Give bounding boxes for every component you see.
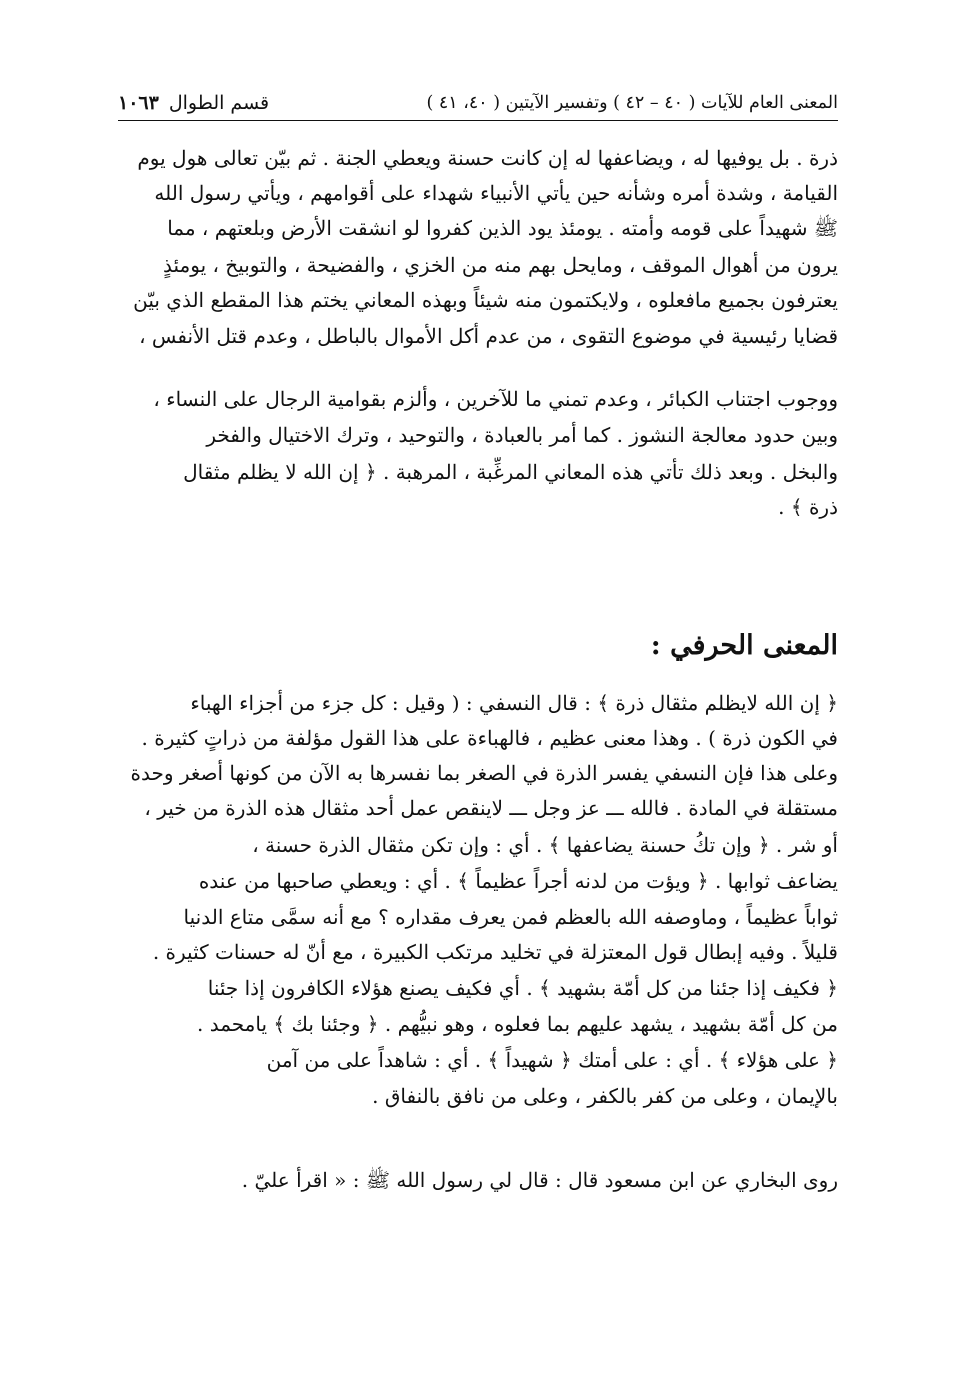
- para2-line: يضاعف ثوابها . ﴿ ويؤت من لدنه أجراً عظيماً ﴾ . أي : ويعطي صاحبها من عنده: [198, 869, 838, 893]
- para2-line: وعلى هذا فإن النسفي يفسر الذرة في الصغر بما نفسرها به الآن من كونها أصغر وحدة: [130, 761, 838, 785]
- para1-line: ﷺ شهيداً على قومه وأمته . يومئذ يود الذين كفروا لو انشقت الأرض وبلعتهم ، مما: [167, 216, 838, 240]
- para2-line: من كل أمّة بشهيد ، يشهد عليهم بما فعلوه ، وهو نبيُّهم . ﴿ وجئنا بك ﴾ يامحمد .: [196, 1012, 838, 1036]
- page-number: ١٠٦٣: [118, 92, 159, 114]
- para1-line: ذرة . بل يوفيها له ، ويضاعفها له إن كانت حسنة ويعطي الجنة . ثم بيّن تعالى هول يوم: [137, 146, 838, 170]
- header-section-name: قسم الطوال: [168, 92, 270, 114]
- header-rule: [118, 120, 838, 121]
- header-section: [118, 88, 269, 118]
- para3-line: روى البخاري عن ابن مسعود قال : قال لي رسول الله ﷺ : « اقرأ عليّ .: [241, 1168, 838, 1192]
- para2-line: مستقلة في المادة . فالله ـــ عز وجل ـــ لاينقص عمل أحد مثقال هذه الذرة من خير ،: [144, 796, 838, 820]
- para2-line: ثواباً عظيماً ، وماوصفه الله بالعظم فمن يعرف مقداره ؟ مع أنه سمَّى متاع الدنيا: [183, 905, 838, 929]
- para1-line: قضايا رئيسية في موضوع التقوى ، من عدم أكل الأموال بالباطل ، وعدم قتل الأنفس ،: [139, 324, 838, 348]
- para1-line: ووجوب اجتناب الكبائر ، وعدم تمني ما للآخرين ، وألزم بقوامية الرجال على النساء ،: [153, 387, 838, 411]
- para2-line: ﴿ فكيف إذا جئنا من كل أمّة بشهيد ﴾ . أي فكيف يصنع هؤلاء الكافرون إذا جئنا: [207, 976, 838, 1000]
- section-heading: المعنى الحرفي :: [650, 630, 838, 661]
- para2-line: قليلاً . وفيه إبطال قول المعتزلة في تخليد مرتكب الكبيرة ، مع أنّ له حسنات كثيرة .: [152, 940, 838, 964]
- para1-line: القيامة ، وشدة أمره وشأنه حين يأتي الأنبياء شهداء على أقوامهم ، ويأتي رسول الله: [154, 181, 838, 205]
- running-header: [118, 88, 838, 120]
- para1-line: يرون من أهوال الموقف ، ومايحل بهم منه من الخزي ، والفضيحة ، والتوبيخ ، يومئذٍ: [162, 253, 838, 277]
- para2-line: في الكون ذرة ) . وهذا معنى عظيم ، فالهباءة على هذا القول مؤلفة من ذراتٍ كثيرة .: [141, 726, 838, 750]
- para2-line: بالإيمان ، وعلى من كفر بالكفر ، وعلى من نافق بالنفاق .: [372, 1084, 838, 1108]
- para1-line: يعترفون بجميع مافعلوه ، ولايكتمون منه شيئاً وبهذه المعاني يختم هذا المقطع الذي بيّن: [133, 288, 838, 312]
- para2-line: ﴿ إن الله لايظلم مثقال ذرة ﴾ : قال النسفي : ( وقيل : كل جزء من أجزاء الهباء: [190, 691, 838, 715]
- para1-line: وبين حدود معالجة النشوز . كما أمر بالعبادة ، والتوحيد ، وترك الاختيال والفخر: [206, 423, 838, 447]
- para2-line: ﴿ على هؤلاء ﴾ . أي : على أمتك ﴿ شهيداً ﴾ . أي : شاهداً على من آمن: [266, 1048, 838, 1072]
- para2-line: أو شر . ﴿ وإن تكُ حسنة يضاعفها ﴾ . أي : وإن تكن مثقال الذرة حسنة ،: [252, 833, 838, 857]
- para1-line: والبخل . وبعد ذلك تأتي هذه المعاني المرغِّبة ، المرهبة . ﴿ إن الله لا يظلم مثقال: [183, 460, 838, 484]
- header-title: المعنى العام للآيات ( ٤٠ – ٤٢ ) وتفسير الآيتين ( ٤٠، ٤١ ): [426, 93, 838, 113]
- para1-line: ذرة ﴾ .: [778, 495, 838, 519]
